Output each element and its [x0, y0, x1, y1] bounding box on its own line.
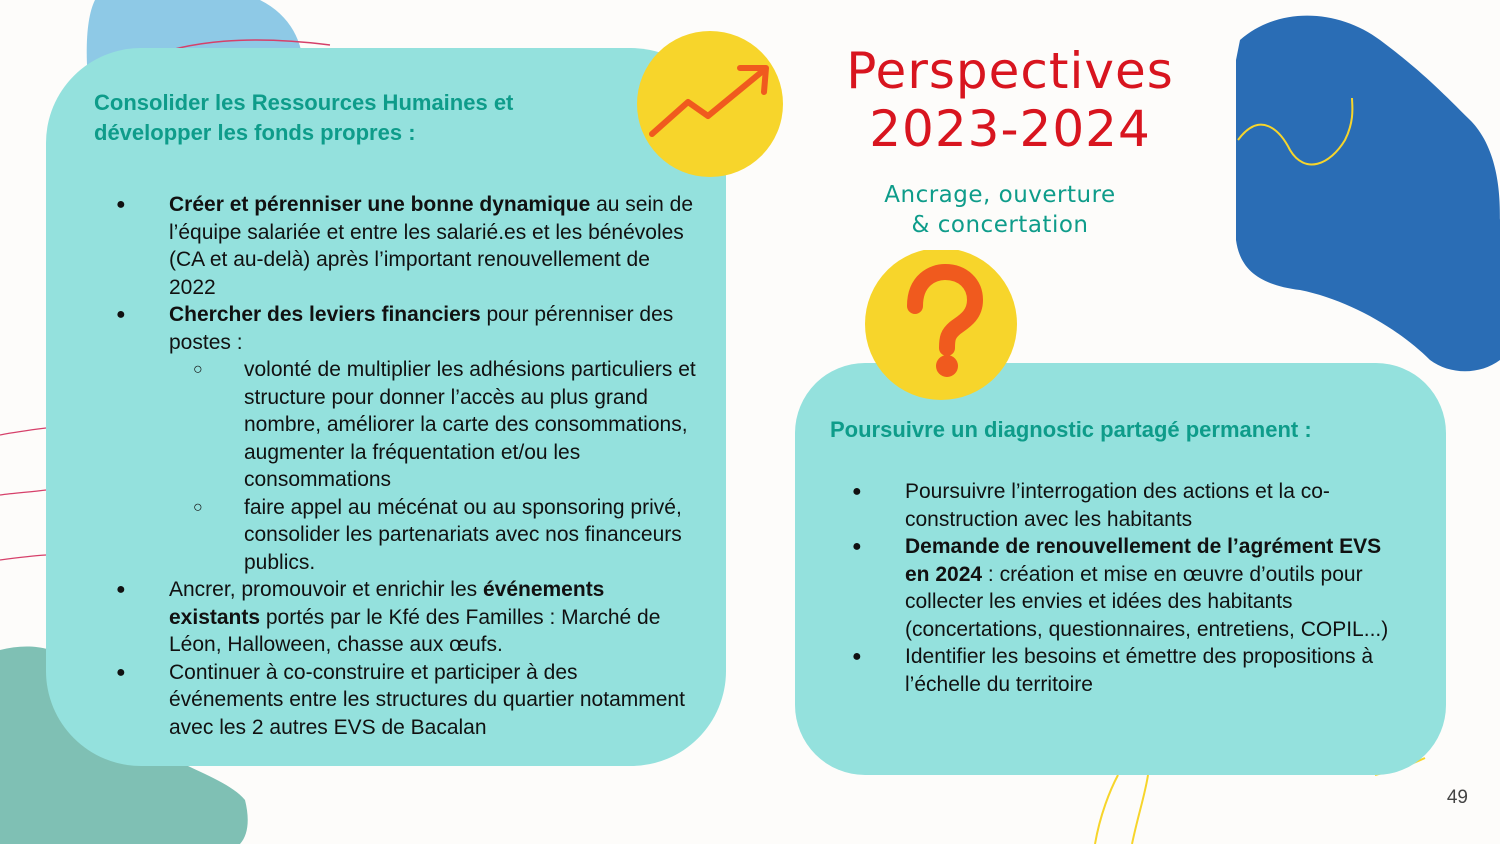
slide-title — [830, 42, 1190, 158]
list-item-text: : création et mise en œuvre d’outils pour collecter les envies et idées des habitants (concertations, questionnaires, entretiens, COPIL...) — [905, 562, 1389, 641]
bullet-icon: ● — [852, 538, 862, 555]
left-content-panel — [46, 48, 726, 766]
yellow-line-bottom-2 — [1132, 775, 1148, 844]
list-item-text: portés par le Kfé des Familles : Marché de Léon, Halloween, chasse aux œufs. — [169, 605, 661, 656]
list-item-text: pour pérenniser des postes : — [169, 303, 674, 354]
sub-list-item — [169, 494, 696, 577]
list-item-bold: événements existants — [169, 578, 605, 629]
left-panel-heading — [94, 88, 696, 148]
list-item — [830, 643, 1406, 698]
list-item-text: Poursuivre l’interrogation des actions et la co-construction avec les habitants — [905, 480, 1330, 531]
list-item — [830, 478, 1406, 533]
bullet-icon: ● — [116, 581, 126, 598]
left-heading-line2: développer les fonds propres : — [94, 120, 416, 145]
subtitle-line1: Ancrage, ouverture — [884, 182, 1116, 208]
bullet-icon: ● — [852, 648, 862, 665]
left-bullet-list — [94, 191, 696, 741]
pink-line-left-1 — [0, 428, 46, 435]
right-panel-heading: Poursuivre un diagnostic partagé permanent : — [830, 417, 1312, 442]
slide-subtitle — [850, 180, 1150, 240]
bullet-icon: ● — [852, 483, 862, 500]
list-item-text: Identifier les besoins et émettre des propositions à l’échelle du territoire — [905, 645, 1374, 696]
bullet-icon: ● — [116, 306, 126, 323]
page-number: 49 — [1446, 787, 1468, 808]
list-item-text: Continuer à co-construire et participer à des événements entre les structures du quartier notamment avec les 2 autres EVS de Bacalan — [169, 660, 685, 739]
list-item — [830, 533, 1406, 643]
bullet-icon: ● — [116, 663, 126, 681]
list-item-text-before: Ancrer, promouvoir et enrichir les — [169, 578, 483, 601]
trend-up-arrow-icon — [636, 30, 786, 180]
list-item-text: au sein de l’équipe salariée et entre les salarié.es et les bénévoles (CA et au-delà) après l’important renouvellement de 2022 — [169, 193, 694, 299]
right-bullet-list — [830, 478, 1406, 698]
pink-line-left-3 — [0, 555, 46, 560]
sub-list-item-text: faire appel au mécénat ou au sponsoring privé, consolider les partenariats avec nos financeurs publics. — [244, 495, 682, 574]
title-line2: 2023-2024 — [869, 100, 1151, 158]
left-heading-line1: Consolider les Ressources Humaines et — [94, 90, 514, 115]
list-item — [94, 301, 696, 576]
title-line1: Perspectives — [846, 42, 1174, 100]
question-mark-icon — [863, 250, 1019, 400]
right-content-panel — [795, 363, 1446, 775]
sub-bullet-icon: ○ — [193, 361, 203, 378]
list-item — [94, 576, 696, 659]
pink-line-left-2 — [0, 490, 46, 495]
list-item-bold: Demande de renouvellement de l’agrément EVS en 2024 — [905, 535, 1382, 586]
sub-bullet-list — [169, 356, 696, 576]
sub-bullet-icon: ○ — [193, 498, 203, 516]
list-item-bold: Chercher des leviers financiers — [169, 303, 481, 326]
yellow-line-bottom-1 — [1095, 775, 1118, 844]
list-item-bold: Créer et pérenniser une bonne dynamique — [169, 193, 591, 216]
blue-blob — [1236, 16, 1500, 372]
list-item — [94, 659, 696, 742]
subtitle-line2: & concertation — [911, 212, 1089, 238]
sub-list-item — [169, 356, 696, 494]
bullet-icon: ● — [116, 196, 126, 213]
sub-list-item-text: volonté de multiplier les adhésions particuliers et structure pour donner l’accès au plus grand nombre, améliorer la carte des consommations, augmenter la fréquentation et/ou les consommations — [244, 358, 696, 491]
list-item — [94, 191, 696, 301]
